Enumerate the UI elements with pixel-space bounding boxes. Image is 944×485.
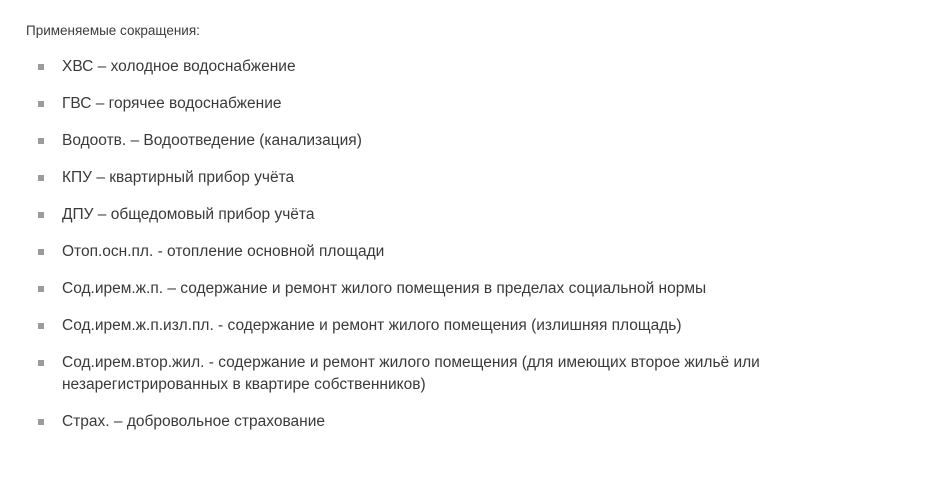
list-item [24, 411, 920, 433]
list-item-label: ХВС – холодное водоснабжение [62, 57, 296, 75]
bullet-square-icon [38, 64, 44, 70]
list-item-label: Водоотв. – Водоотведение (канализация) [62, 131, 362, 149]
bullet-square-icon [38, 249, 44, 255]
bullet-square-icon [38, 101, 44, 107]
list-item-label: КПУ – квартирный прибор учёта [62, 168, 295, 186]
list-item-label: Сод.ирем.ж.п. – содержание и ремонт жилого помещения в пределах социальной нормы [62, 279, 707, 297]
list-item [24, 278, 920, 300]
list-item-label: Отоп.осн.пл. - отопление основной площади [62, 242, 385, 260]
bullet-square-icon [38, 138, 44, 144]
list-item [24, 315, 920, 337]
list-item-label: ДПУ – общедомовый прибор учёта [62, 205, 315, 223]
list-item [24, 352, 920, 396]
abbreviations-list [24, 56, 920, 433]
list-item-label: ГВС – горячее водоснабжение [62, 94, 282, 112]
bullet-square-icon [38, 323, 44, 329]
bullet-square-icon [38, 286, 44, 292]
list-item [24, 93, 920, 115]
bullet-square-icon [38, 419, 44, 425]
list-item [24, 56, 920, 78]
list-item [24, 204, 920, 226]
list-item [24, 167, 920, 189]
list-item-label: Сод.ирем.ж.п.изл.пл. - содержание и ремонт жилого помещения (излишняя площадь) [62, 316, 682, 334]
bullet-square-icon [38, 175, 44, 181]
bullet-square-icon [38, 360, 44, 366]
list-item-label: Страх. – добровольное страхование [62, 412, 325, 430]
bullet-square-icon [38, 212, 44, 218]
list-item [24, 241, 920, 263]
list-item-label: Сод.ирем.втор.жил. - содержание и ремонт жилого помещения (для имеющих второе жильё или незарегистрированных в квартире собственников) [62, 353, 760, 393]
intro-text: Применяемые сокращения: [26, 23, 200, 38]
list-item [24, 130, 920, 152]
